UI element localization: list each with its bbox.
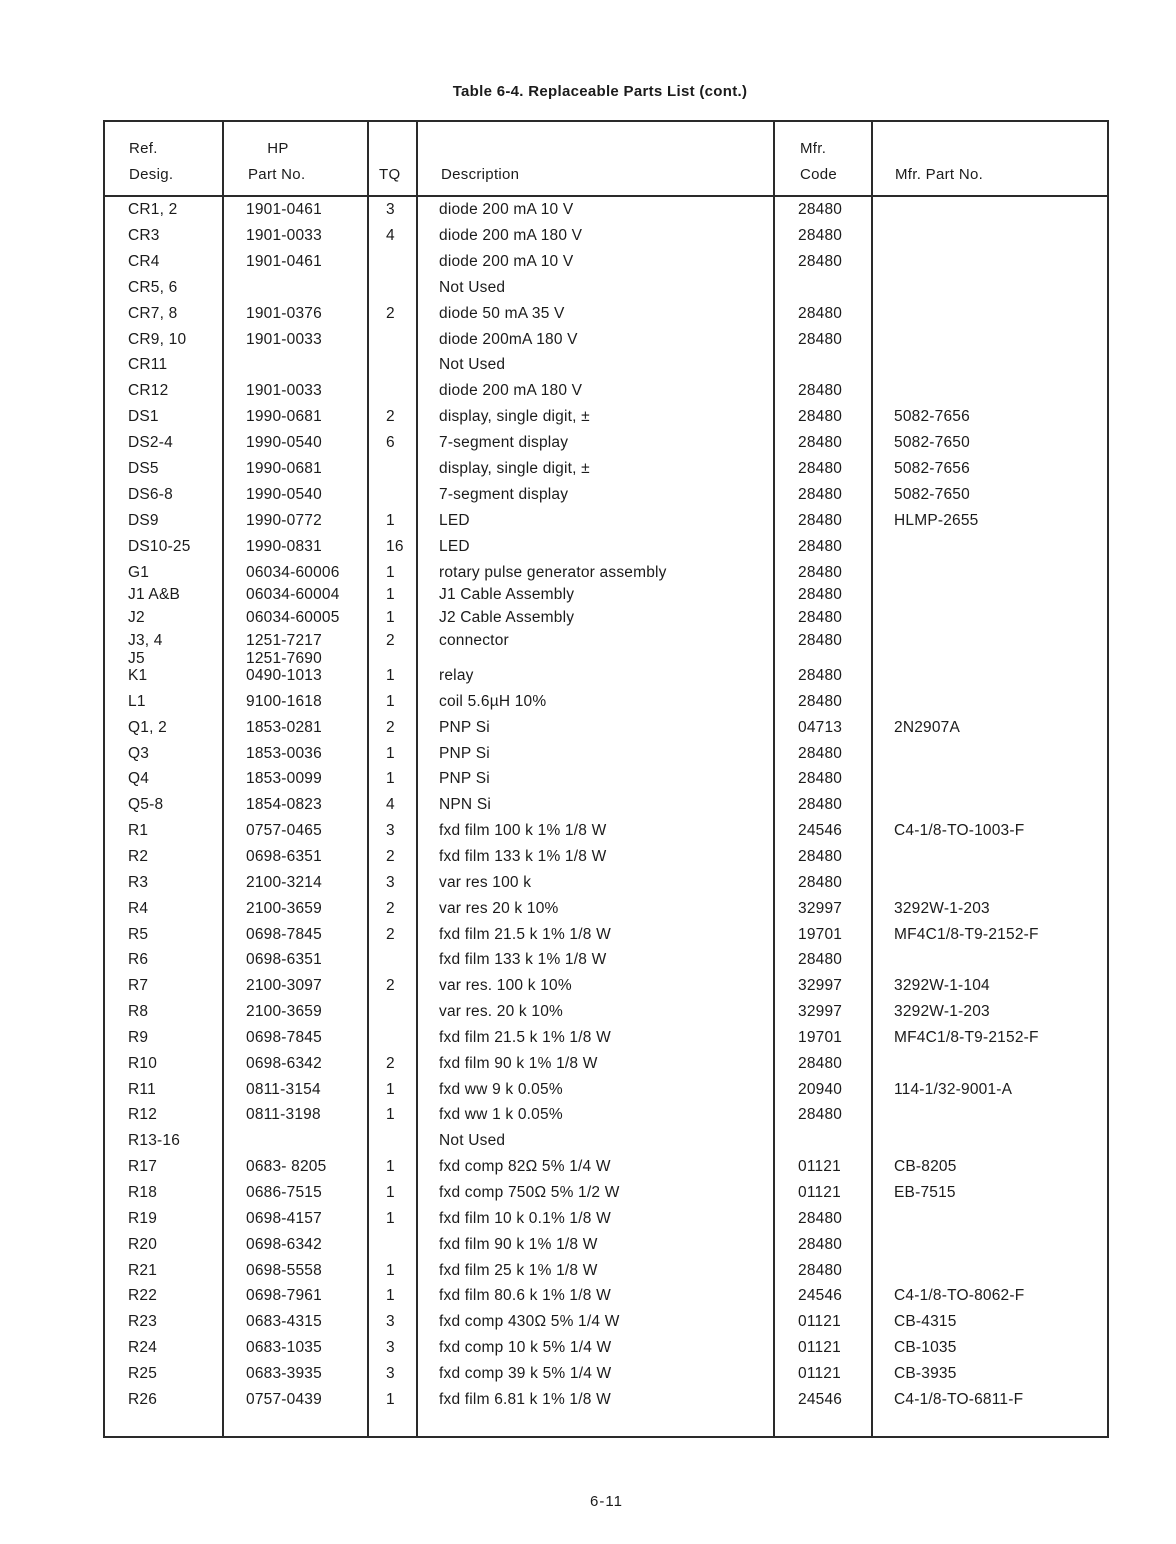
cell-mpn: 114-1/32-9001-A	[894, 1080, 1013, 1098]
cell-desc: var res 100 k	[439, 873, 532, 891]
column-divider	[367, 122, 369, 1436]
cell-ref: DS5	[128, 460, 159, 477]
cell-hp: 0811-3154	[246, 1080, 321, 1098]
cell-hp: 1990-0540	[246, 434, 322, 452]
cell-ref: CR5, 6	[128, 278, 178, 296]
cell-ref: J3, 4	[128, 632, 163, 649]
cell-ref: J1 A&B	[128, 586, 181, 603]
cell-desc: fxd film 25 k 1% 1/8 W	[439, 1261, 598, 1279]
cell-hp: 1251-7690	[246, 650, 322, 667]
cell-code: 19701	[798, 925, 843, 943]
cell-code: 28480	[798, 460, 843, 477]
cell-code: 01121	[798, 1339, 841, 1357]
cell-ref: R12	[128, 1106, 158, 1124]
cell-ref: R2	[128, 847, 149, 865]
cell-desc: connector	[439, 632, 509, 649]
cell-desc: fxd ww 9 k 0.05%	[439, 1080, 563, 1098]
cell-desc: 7-segment display	[439, 485, 569, 503]
cell-code: 24546	[798, 1390, 843, 1408]
header-description: Description	[441, 166, 520, 183]
cell-desc: fxd film 90 k 1% 1/8 W	[439, 1235, 598, 1253]
cell-code: 28480	[798, 434, 843, 452]
cell-ref: Q4	[128, 770, 150, 788]
cell-tq: 2	[386, 632, 395, 649]
cell-ref: R11	[128, 1080, 156, 1098]
cell-tq: 3	[386, 1339, 395, 1357]
cell-desc: fxd comp 82Ω 5% 1/4 W	[439, 1158, 611, 1176]
cell-desc: coil 5.6µH 10%	[439, 692, 547, 710]
cell-desc: J1 Cable Assembly	[439, 586, 575, 603]
cell-desc: fxd film 100 k 1% 1/8 W	[439, 822, 607, 840]
cell-desc: Not Used	[439, 356, 506, 374]
cell-tq: 2	[386, 899, 395, 917]
cell-code: 28480	[798, 873, 843, 891]
column-divider	[416, 122, 418, 1436]
cell-hp: 0683-1035	[246, 1339, 322, 1357]
cell-tq: 1	[386, 609, 395, 626]
cell-mpn: CB-1035	[894, 1339, 957, 1357]
table-title: Table 6-4. Replaceable Parts List (cont.)	[452, 83, 748, 100]
cell-desc: rotary pulse generator assembly	[439, 563, 667, 581]
cell-hp: 0698-6351	[246, 951, 322, 969]
cell-mpn: CB-3935	[894, 1364, 957, 1382]
cell-ref: DS1	[128, 408, 159, 426]
cell-desc: NPN Si	[439, 796, 492, 814]
cell-code: 28480	[798, 485, 843, 503]
cell-code: 01121	[798, 1158, 841, 1176]
cell-ref: R18	[128, 1184, 158, 1201]
cell-desc: PNP Si	[439, 744, 490, 762]
cell-desc: PNP Si	[439, 770, 490, 788]
cell-ref: R1	[128, 822, 149, 840]
cell-code: 28480	[798, 304, 843, 322]
cell-desc: diode 200 mA 10 V	[439, 252, 574, 270]
cell-code: 04713	[798, 718, 843, 736]
cell-tq: 1	[386, 744, 395, 762]
cell-tq: 1	[386, 1287, 395, 1305]
cell-code: 28480	[798, 382, 843, 400]
cell-tq: 1	[386, 667, 395, 684]
cell-ref: CR9, 10	[128, 330, 187, 348]
cell-code: 28480	[798, 1054, 843, 1072]
cell-mpn: C4-1/8-TO-8062-F	[894, 1287, 1025, 1305]
cell-ref: R3	[128, 873, 149, 891]
cell-hp: 0698-5558	[246, 1261, 322, 1279]
cell-desc: fxd comp 750Ω 5% 1/2 W	[439, 1184, 620, 1201]
cell-code: 28480	[798, 330, 843, 348]
column-divider	[222, 122, 224, 1436]
cell-hp: 0698-7845	[246, 925, 322, 943]
cell-code: 28480	[798, 692, 843, 710]
cell-ref: J5	[128, 650, 145, 667]
cell-mpn: 5082-7656	[894, 408, 970, 426]
cell-ref: R21	[128, 1261, 158, 1279]
cell-ref: CR3	[128, 226, 160, 244]
cell-mpn: 2N2907A	[894, 718, 961, 736]
cell-hp: 1901-0033	[246, 382, 322, 400]
cell-code: 28480	[798, 537, 843, 555]
cell-ref: DS10-25	[128, 537, 191, 555]
cell-code: 24546	[798, 1287, 843, 1305]
cell-tq: 2	[386, 847, 395, 865]
cell-hp: 0698-4157	[246, 1209, 322, 1227]
cell-desc: PNP Si	[439, 718, 490, 736]
cell-code: 19701	[798, 1028, 843, 1046]
cell-desc: fxd film 133 k 1% 1/8 W	[439, 847, 607, 865]
cell-desc: Not Used	[439, 278, 506, 296]
cell-desc: fxd film 133 k 1% 1/8 W	[439, 951, 607, 969]
cell-desc: fxd film 21.5 k 1% 1/8 W	[439, 925, 611, 943]
cell-hp: 0698-7845	[246, 1028, 322, 1046]
cell-hp: 0757-0439	[246, 1390, 322, 1408]
cell-hp: 1853-0036	[246, 744, 322, 762]
cell-mpn: 3292W-1-203	[894, 899, 990, 917]
cell-desc: LED	[439, 511, 470, 529]
cell-tq: 1	[386, 1261, 395, 1279]
cell-hp: 1251-7217	[246, 632, 322, 649]
cell-ref: DS6-8	[128, 485, 173, 503]
cell-mpn: MF4C1/8-T9-2152-F	[894, 1028, 1039, 1046]
cell-ref: DS9	[128, 511, 159, 529]
cell-ref: R7	[128, 977, 149, 995]
cell-ref: R22	[128, 1287, 158, 1305]
cell-hp: 2100-3214	[246, 873, 322, 891]
header-ref-desig: Ref. Desig.	[129, 140, 174, 183]
cell-code: 28480	[798, 770, 843, 788]
cell-tq: 1	[386, 563, 395, 581]
cell-tq: 3	[386, 822, 395, 840]
cell-ref: R9	[128, 1028, 149, 1046]
cell-ref: R23	[128, 1313, 158, 1331]
cell-hp: 0686-7515	[246, 1184, 322, 1201]
cell-tq: 1	[386, 1080, 395, 1098]
cell-ref: R24	[128, 1339, 158, 1357]
cell-ref: Q3	[128, 744, 150, 762]
cell-code: 28480	[798, 1235, 843, 1253]
cell-mpn: 3292W-1-104	[894, 977, 990, 995]
cell-desc: fxd film 10 k 0.1% 1/8 W	[439, 1209, 611, 1227]
header-hp-part-no-2: Part No.	[248, 166, 306, 183]
cell-code: 28480	[798, 609, 843, 626]
page-number: 6-11	[590, 1493, 623, 1510]
cell-desc: Not Used	[439, 1132, 506, 1150]
cell-mpn: CB-4315	[894, 1313, 957, 1331]
cell-mpn: C4-1/8-TO-1003-F	[894, 822, 1025, 840]
cell-tq: 2	[386, 304, 395, 322]
cell-ref: G1	[128, 563, 150, 581]
cell-tq: 1	[386, 770, 395, 788]
cell-code: 28480	[798, 511, 843, 529]
cell-desc: fxd ww 1 k 0.05%	[439, 1106, 563, 1124]
cell-hp: 06034-60006	[246, 563, 340, 581]
cell-tq: 6	[386, 434, 395, 452]
cell-tq: 1	[386, 1390, 395, 1408]
cell-mpn: CB-8205	[894, 1158, 957, 1176]
cell-ref: CR1, 2	[128, 201, 178, 218]
cell-ref: R20	[128, 1235, 158, 1253]
cell-hp: 1990-0681	[246, 408, 322, 426]
cell-code: 32997	[798, 899, 843, 917]
cell-code: 28480	[798, 667, 843, 684]
cell-mpn: 5082-7656	[894, 460, 970, 477]
cell-tq: 2	[386, 977, 395, 995]
header-divider	[105, 195, 1107, 197]
cell-tq: 1	[386, 511, 395, 529]
cell-hp: 2100-3097	[246, 977, 322, 995]
cell-tq: 3	[386, 1364, 395, 1382]
cell-hp: 0698-7961	[246, 1287, 322, 1305]
cell-code: 24546	[798, 822, 843, 840]
cell-hp: 0811-3198	[246, 1106, 321, 1124]
cell-code: 28480	[798, 1261, 843, 1279]
cell-ref: R6	[128, 951, 149, 969]
cell-tq: 1	[386, 692, 395, 710]
cell-tq: 4	[386, 226, 395, 244]
cell-tq: 1	[386, 1158, 395, 1176]
cell-code: 28480	[798, 796, 843, 814]
cell-mpn: 3292W-1-203	[894, 1003, 990, 1021]
cell-ref: CR12	[128, 382, 169, 400]
cell-desc: relay	[439, 667, 474, 684]
cell-ref: K1	[128, 667, 148, 684]
cell-ref: R8	[128, 1003, 149, 1021]
cell-desc: diode 200mA 180 V	[439, 330, 578, 348]
cell-code: 01121	[798, 1184, 841, 1201]
cell-code: 28480	[798, 586, 843, 603]
cell-code: 32997	[798, 1003, 843, 1021]
header-mfr-part-no: Mfr. Part No.	[895, 166, 984, 183]
cell-mpn: HLMP-2655	[894, 511, 979, 529]
cell-tq: 3	[386, 1313, 395, 1331]
header-hp-part-no: HP	[267, 140, 289, 157]
cell-mpn: EB-7515	[894, 1184, 956, 1201]
cell-code: 28480	[798, 847, 843, 865]
cell-tq: 1	[386, 1106, 395, 1124]
cell-tq: 2	[386, 1054, 395, 1072]
cell-ref: J2	[128, 609, 145, 626]
cell-code: 28480	[798, 226, 843, 244]
cell-desc: var res. 100 k 10%	[439, 977, 572, 995]
cell-hp: 0698-6351	[246, 847, 322, 865]
cell-hp: 2100-3659	[246, 899, 322, 917]
cell-hp: 0683-3935	[246, 1364, 322, 1382]
cell-hp: 1990-0681	[246, 460, 322, 477]
cell-ref: R19	[128, 1209, 158, 1227]
cell-hp: 1854-0823	[246, 796, 322, 814]
cell-code: 28480	[798, 951, 843, 969]
cell-hp: 0698-6342	[246, 1054, 322, 1072]
cell-hp: 0757-0465	[246, 822, 322, 840]
cell-code: 28480	[798, 744, 843, 762]
cell-ref: R13-16	[128, 1132, 181, 1150]
cell-mpn: C4-1/8-TO-6811-F	[894, 1390, 1024, 1408]
cell-code: 28480	[798, 632, 843, 649]
cell-desc: LED	[439, 537, 470, 555]
cell-hp: 9100-1618	[246, 692, 322, 710]
header-tq: TQ	[379, 166, 401, 183]
cell-code: 01121	[798, 1364, 841, 1382]
cell-ref: R4	[128, 899, 149, 917]
cell-ref: Q1, 2	[128, 718, 167, 736]
cell-hp: 06034-60004	[246, 586, 340, 603]
cell-mpn: 5082-7650	[894, 434, 970, 452]
cell-code: 28480	[798, 1106, 843, 1124]
cell-desc: J2 Cable Assembly	[439, 609, 575, 626]
cell-tq: 4	[386, 796, 395, 814]
cell-tq: 2	[386, 925, 395, 943]
cell-mpn: 5082-7650	[894, 485, 970, 503]
cell-ref: R10	[128, 1054, 158, 1072]
cell-ref: CR7, 8	[128, 304, 178, 322]
cell-hp: 1990-0831	[246, 537, 322, 555]
cell-desc: diode 200 mA 10 V	[439, 201, 574, 218]
cell-tq: 2	[386, 718, 395, 736]
cell-hp: 1990-0540	[246, 485, 322, 503]
cell-desc: 7-segment display	[439, 434, 569, 452]
cell-desc: fxd film 21.5 k 1% 1/8 W	[439, 1028, 611, 1046]
cell-tq: 16	[386, 537, 404, 555]
cell-desc: diode 50 mA 35 V	[439, 304, 565, 322]
cell-desc: diode 200 mA 180 V	[439, 226, 583, 244]
cell-desc: fxd film 6.81 k 1% 1/8 W	[439, 1390, 611, 1408]
cell-desc: diode 200 mA 180 V	[439, 382, 583, 400]
cell-tq: 1	[386, 1209, 395, 1227]
cell-hp: 1853-0099	[246, 770, 322, 788]
cell-hp: 1901-0033	[246, 330, 322, 348]
cell-hp: 2100-3659	[246, 1003, 322, 1021]
cell-desc: fxd film 80.6 k 1% 1/8 W	[439, 1287, 611, 1305]
cell-code: 28480	[798, 563, 843, 581]
cell-desc: fxd film 90 k 1% 1/8 W	[439, 1054, 598, 1072]
cell-ref: CR4	[128, 252, 160, 270]
cell-hp: 0683-4315	[246, 1313, 322, 1331]
cell-code: 28480	[798, 408, 843, 426]
cell-tq: 1	[386, 586, 395, 603]
cell-desc: var res 20 k 10%	[439, 899, 559, 917]
cell-code: 20940	[798, 1080, 843, 1098]
cell-ref: DS2-4	[128, 434, 173, 452]
cell-tq: 1	[386, 1184, 395, 1201]
cell-hp: 0490-1013	[246, 667, 322, 684]
cell-tq: 2	[386, 408, 395, 426]
cell-hp: 1901-0461	[246, 252, 322, 270]
header-mfr-code: Mfr. Code	[800, 140, 838, 183]
cell-code: 32997	[798, 977, 843, 995]
cell-hp: 1901-0376	[246, 304, 322, 322]
cell-code: 28480	[798, 1209, 843, 1227]
cell-hp: 1901-0033	[246, 226, 322, 244]
cell-hp: 06034-60005	[246, 609, 340, 626]
cell-code: 28480	[798, 201, 843, 218]
cell-code: 01121	[798, 1313, 841, 1331]
cell-ref: CR11	[128, 356, 168, 374]
cell-ref: R17	[128, 1158, 158, 1176]
cell-tq: 3	[386, 873, 395, 891]
cell-ref: R5	[128, 925, 149, 943]
cell-hp: 0698-6342	[246, 1235, 322, 1253]
cell-desc: var res. 20 k 10%	[439, 1003, 564, 1021]
cell-ref: R26	[128, 1390, 158, 1408]
column-divider	[773, 122, 775, 1436]
cell-desc: display, single digit, ±	[439, 408, 590, 426]
cell-desc: fxd comp 430Ω 5% 1/4 W	[439, 1313, 620, 1331]
cell-code: 28480	[798, 252, 843, 270]
cell-hp: 0683- 8205	[246, 1158, 327, 1176]
cell-mpn: MF4C1/8-T9-2152-F	[894, 925, 1039, 943]
cell-desc: display, single digit, ±	[439, 460, 590, 477]
cell-ref: L1	[128, 692, 146, 710]
cell-hp: 1901-0461	[246, 201, 322, 218]
cell-tq: 3	[386, 201, 395, 218]
cell-ref: Q5-8	[128, 796, 164, 814]
cell-desc: fxd comp 10 k 5% 1/4 W	[439, 1339, 612, 1357]
cell-ref: R25	[128, 1364, 158, 1382]
cell-desc: fxd comp 39 k 5% 1/4 W	[439, 1364, 612, 1382]
cell-hp: 1990-0772	[246, 511, 322, 529]
column-divider	[871, 122, 873, 1436]
cell-hp: 1853-0281	[246, 718, 322, 736]
